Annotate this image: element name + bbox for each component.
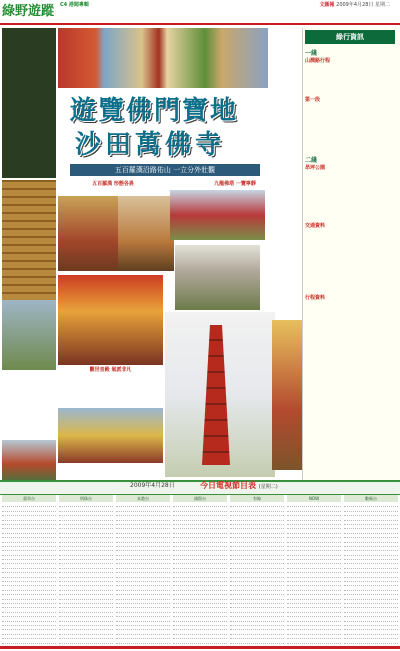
paper-name: 文匯報 [319,2,335,8]
tv-listing-row [2,644,56,646]
tv-listing-row [116,644,170,646]
transport-heading: 交通資料 [305,223,326,229]
info-section-b [305,96,395,103]
tv-column [344,495,398,645]
tv-column-heading: 明珠台 [59,495,113,502]
article-text-3 [58,374,163,406]
section-1-heading: 五百羅漢 形態各異 [92,181,134,187]
section-3-heading: 觀世音殿 氣派非凡 [89,367,132,373]
tv-column-heading: 有線 [230,495,284,502]
info-text-e [305,302,395,472]
temple-photo-right [272,320,302,470]
section-3 [58,366,163,373]
tv-column-heading: 數碼台 [344,495,398,502]
info-section-d [305,222,395,229]
temple-photo-left [2,440,56,480]
tv-listing-row [287,644,341,646]
route-2-heading: 二綫 [305,157,318,164]
tv-column [287,495,341,645]
headline-line-1: 遊覽佛門寶地 [70,96,239,126]
tv-column-heading: NOW [287,495,341,502]
headline-line-2: 沙田萬佛寺 [75,130,226,160]
article-text-1 [58,187,168,195]
tv-column [2,495,56,645]
tv-column [59,495,113,645]
listing-title-note: (星期二) [258,484,278,490]
side-text-panel [2,28,56,178]
info-section-e [305,294,395,301]
info-section-a [305,48,395,64]
tv-column-heading: 翡翠台 [2,495,56,502]
tv-column-heading: 國際台 [173,495,227,502]
listing-title [200,480,278,493]
listing-date: 2009年4月28日 [130,482,175,489]
arhat-close-photo [58,275,163,365]
itinerary-heading: 行程資料 [305,295,326,301]
side-photo [2,300,56,370]
info-text-c [305,171,395,219]
tv-listing-row [230,644,284,646]
courtyard-photo [175,245,260,310]
tv-listing-row [344,644,398,646]
tv-column [173,495,227,645]
section-1 [58,180,168,187]
footer-divider [0,646,400,649]
tv-listing-row [59,644,113,646]
route-1-sub: 山澗路行程 [305,58,331,64]
route-2-sub: 昂坪公園 [305,165,326,171]
section-2 [170,180,300,187]
buddha-statue-photo [58,196,118,271]
subheadline: 五百羅漢沿路佑山 一立分外壯觀 [70,164,260,176]
golden-statue-photo [118,196,174,271]
tv-column [116,495,170,645]
page-label: C4 港聞專輯 [60,2,89,8]
tv-column-heading: 本港台 [116,495,170,502]
temple-photo-strip [58,28,268,88]
info-column-header: 綠行資訊 [305,30,395,44]
section-2-heading: 九龍佛塔 一覽寧靜 [214,181,256,187]
section-logo: 綠野遊蹤 [2,4,55,19]
header-line [60,2,390,22]
header-divider [0,23,400,25]
date-line: 2009年4月28日 星期二 [336,2,390,8]
arhat-statues-photo [2,180,56,300]
info-text-a [305,64,395,94]
pagoda-gate-photo [58,408,163,463]
info-section-c [305,155,395,171]
segment-1-heading: 第一段 [305,97,321,103]
info-text-b [305,104,395,152]
tv-listing-row [173,644,227,646]
route-1-heading: 一綫 [305,50,318,57]
listing-title-text: 今日電視節目表 [200,481,256,490]
info-text-d [305,230,395,290]
hall-photo [170,190,265,240]
tv-column [230,495,284,645]
